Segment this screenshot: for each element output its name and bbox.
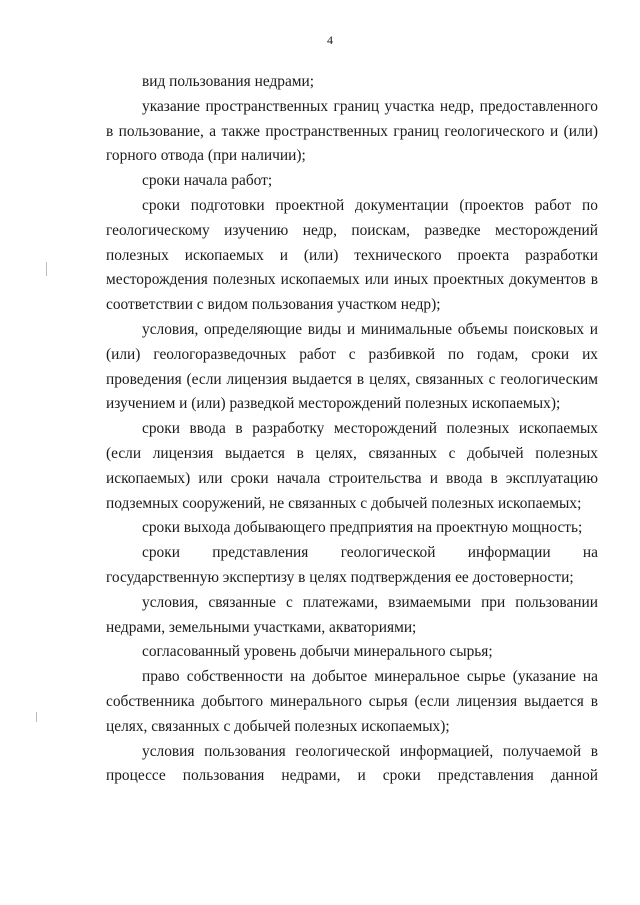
page-number: 4 <box>327 33 333 47</box>
paragraph: условия, связанные с платежами, взимаемыми при пользовании недрами, земельными участками, акваториями; <box>106 593 598 636</box>
paragraph: условия пользования геологической информацией, получаемой в процессе пользования недрами, и сроки представления данной <box>106 742 598 785</box>
scan-mark <box>46 262 47 276</box>
document-body <box>106 70 598 789</box>
paragraph: вид пользования недрами; <box>142 73 315 90</box>
paragraph: указание пространственных границ участка недр, предоставленного в пользование, а также пространственных границ геологического и (или) горного отвода (при наличии); <box>106 97 598 165</box>
paragraph: условия, определяющие виды и минимальные объемы поисковых и (или) геологоразведочных работ с разбивкой по годам, сроки их проведения (если лицензия выдается в целях, связанных с геологическим изучением и (или) разведкой месторождений полезных ископаемых); <box>106 320 598 413</box>
paragraph: сроки начала работ; <box>142 172 273 190</box>
paragraph: право собственности на добытое минеральное сырье (указание на собственника добытого минерального сырья (если лицензия выдается в целях, связанных с добычей полезных ископаемых); <box>106 668 598 735</box>
paragraph: сроки подготовки проектной документации (проектов работ по геологическому изучению недр, поискам, разведке месторождений полезных ископаемых и (или) технического проекта разработки месторождения полезных ископаемых или иных проектных документов в соответствии с видом пользования участком недр); <box>106 196 598 314</box>
paragraph: сроки выхода добывающего предприятия на проектную мощность; <box>142 519 583 537</box>
paragraph: сроки представления геологической информации на государственную экспертизу в целях подтверждения ее достоверности; <box>106 544 598 586</box>
paragraph: согласованный уровень добычи минерального сырья; <box>142 643 493 661</box>
paragraph: сроки ввода в разработку месторождений полезных ископаемых (если лицензия выдается в целях, связанных с добычей полезных ископаемых) или сроки начала строительства и ввода в эксплуатацию подземных сооружений, не связанных с добычей полезных ископаемых; <box>106 420 598 512</box>
scan-mark <box>36 712 37 722</box>
